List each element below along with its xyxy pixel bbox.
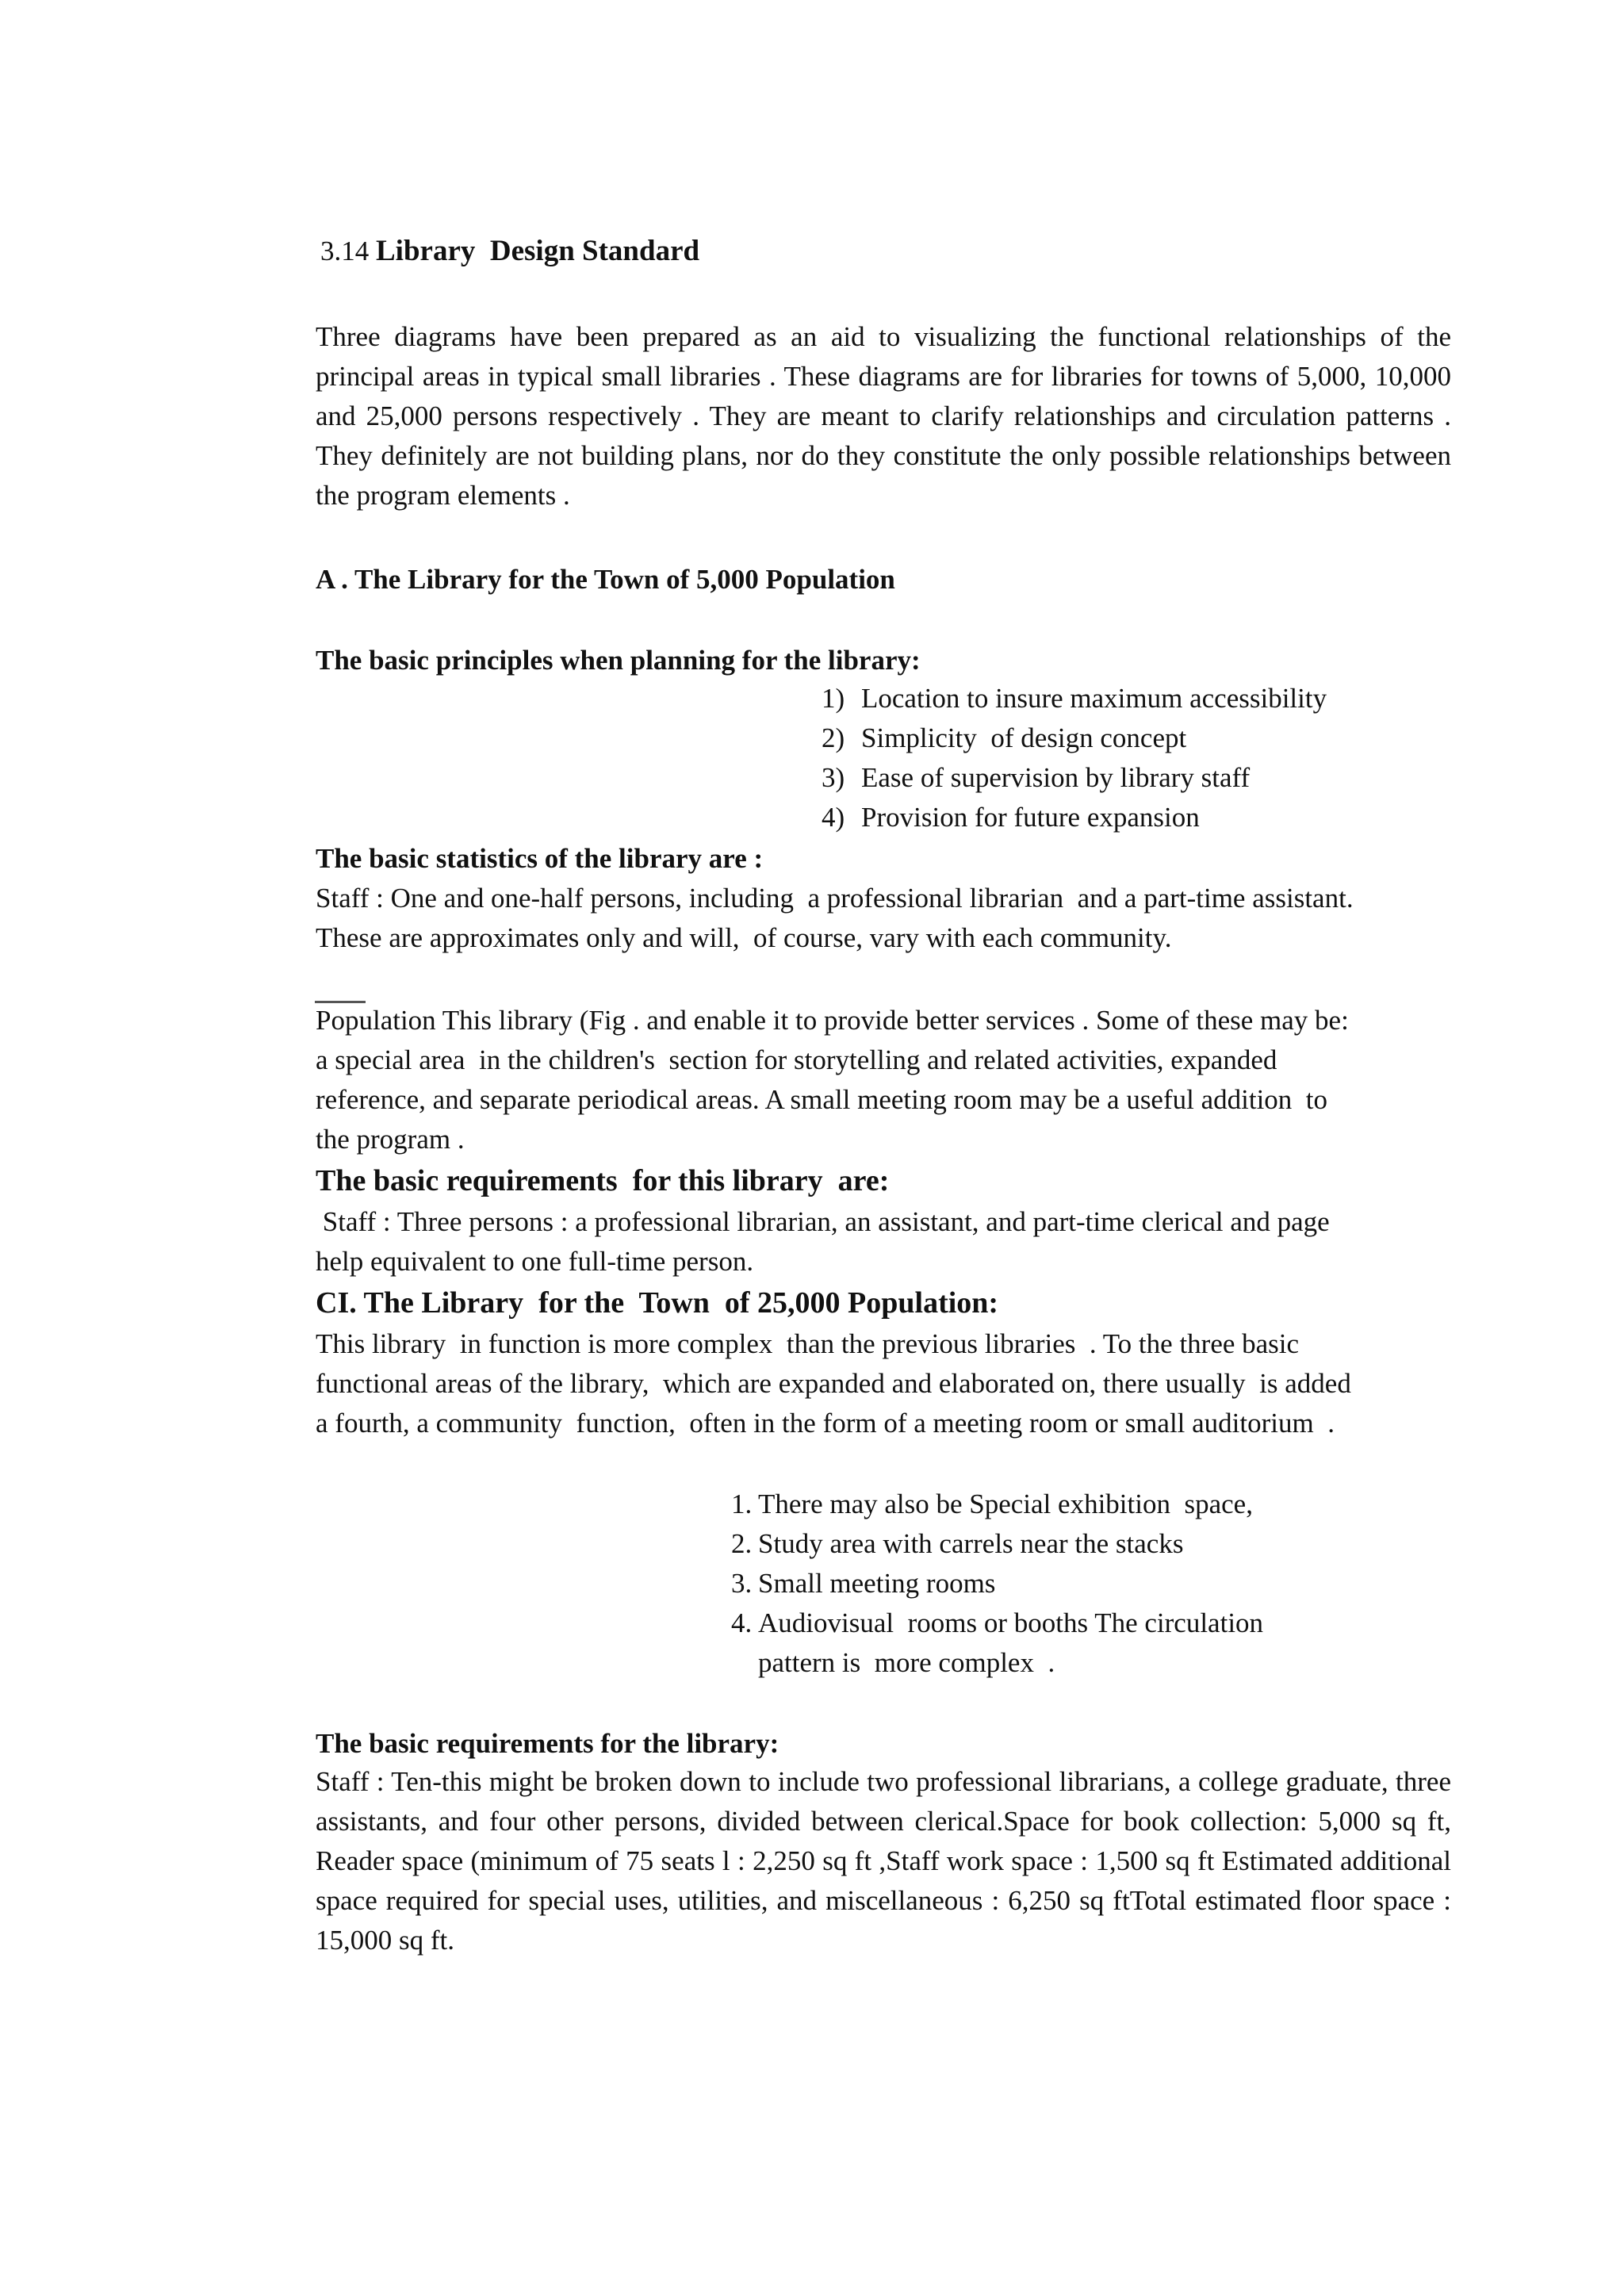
principle-text: Ease of supervision by library staff	[861, 762, 1251, 793]
feature-item	[731, 1485, 1253, 1524]
part-c-requirements-paragraph: Staff : Ten-this might be broken down to include two professional librarians, a college graduate, three assistants, and four other persons, divided between clerical.Space for book collection: 5,000 sq ft, Reader space (minimum of 75 seats l : 2,250 sq ft ,Staff work space : 1,500 sq ft Estimated additional space required for special uses, utilities, and miscellaneous : 6,250 sq ftTotal estimated floor space : 15,000 sq ft.	[316, 1766, 1451, 1956]
section-number: 3.14	[320, 236, 370, 266]
principle-text: Location to insure maximum accessibility	[861, 683, 1327, 714]
part-c-requirements-heading: The basic requirements for the library:	[316, 1728, 779, 1759]
feature-item	[731, 1564, 995, 1603]
statistics-line: Staff : One and one-half persons, including a professional librarian and a part-time assistant.	[316, 883, 1354, 914]
feature-text: Small meeting rooms	[758, 1568, 996, 1599]
part-b-requirements-line: help equivalent to one full-time person.	[316, 1246, 754, 1277]
feature-text: Study area with carrels near the stacks	[758, 1528, 1184, 1559]
principle-item	[822, 798, 1200, 837]
principle-item	[822, 718, 1186, 758]
principle-text: Simplicity of design concept	[861, 722, 1187, 753]
section-title-text: Library Design Standard	[376, 235, 700, 267]
principle-item	[822, 679, 1327, 718]
statistics-line: These are approximates only and will, of course, vary with each community.	[316, 922, 1172, 953]
part-c-line: functional areas of the library, which are expanded and elaborated on, there usually is added	[316, 1368, 1351, 1399]
part-b-line: the program .	[316, 1124, 465, 1155]
intro-paragraph: Three diagrams have been prepared as an aid to visualizing the functional relationships of the principal areas in typical small libraries . These diagrams are for libraries for towns of 5,000, 10,000 and 25,000 persons respectively . They are meant to clarify relationships and circulation patterns . They definitely are not building plans, nor do they constitute the only possible relationships between the program elements .	[316, 321, 1451, 511]
feature-text: There may also be Special exhibition space,	[758, 1488, 1253, 1519]
principle-number: 1)	[822, 683, 845, 714]
part-c-heading: CI. The Library for the Town of 25,000 Population:	[316, 1286, 999, 1320]
principle-text: Provision for future expansion	[861, 802, 1200, 833]
section-title	[320, 232, 699, 271]
part-b-line: reference, and separate periodical areas. A small meeting room may be a useful addition to	[316, 1084, 1328, 1115]
part-a-heading: A . The Library for the Town of 5,000 Population	[316, 564, 895, 595]
feature-number: 1.	[731, 1488, 753, 1519]
principles-heading: The basic principles when planning for the library:	[316, 645, 921, 676]
principle-number: 3)	[822, 762, 845, 793]
part-b-requirements-line: Staff : Three persons : a professional librarian, an assistant, and part-time clerical and page	[316, 1206, 1330, 1237]
feature-item	[731, 1524, 1183, 1564]
feature-number: 3.	[731, 1568, 753, 1599]
part-b-line: Population This library (Fig . and enable it to provide better services . Some of these may be:	[316, 1005, 1349, 1036]
feature-text: Audiovisual rooms or booths The circulation	[758, 1607, 1264, 1638]
feature-number: 4.	[731, 1607, 753, 1638]
part-c-line: This library in function is more complex than the previous libraries . To the three basic	[316, 1328, 1300, 1359]
part-b-line: a special area in the children's section for storytelling and related activities, expanded	[316, 1044, 1277, 1075]
principle-number: 4)	[822, 802, 845, 833]
principle-number: 2)	[822, 722, 845, 753]
feature-item	[731, 1603, 1263, 1643]
part-c-line: a fourth, a community function, often in the form of a meeting room or small auditorium .	[316, 1408, 1335, 1439]
statistics-heading: The basic statistics of the library are :	[316, 843, 764, 874]
feature-item-continuation: pattern is more complex .	[758, 1647, 1055, 1678]
feature-number: 2.	[731, 1528, 753, 1559]
part-b-requirements-heading: The basic requirements for this library are:	[316, 1164, 890, 1197]
principle-item	[822, 758, 1250, 798]
